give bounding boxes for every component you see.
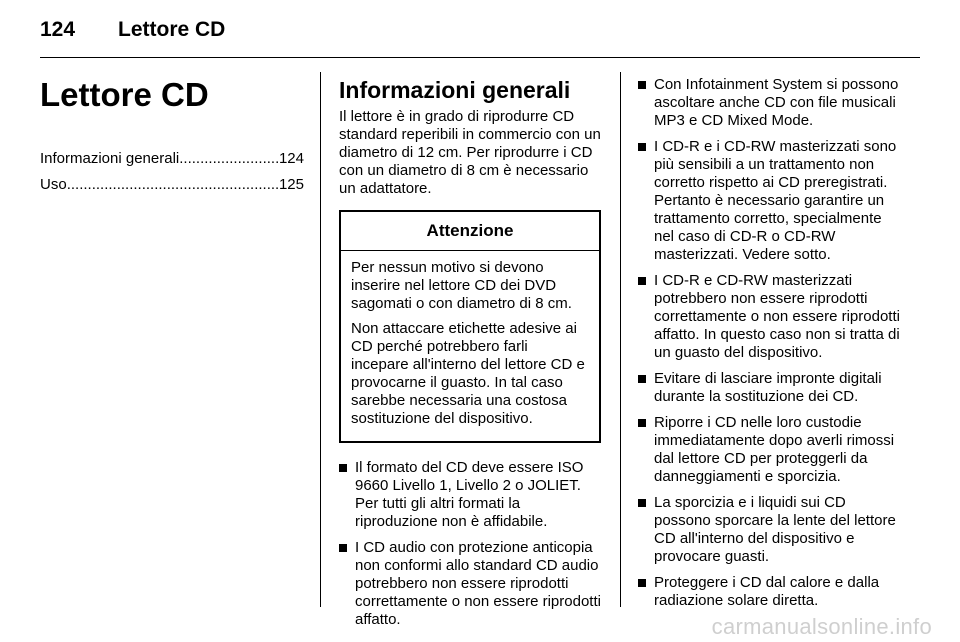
list-item-text: La sporcizia e i liquidi sui CD possono sporcare la lente del lettore CD all'interno del dispositivo e provocare guasti. bbox=[654, 494, 896, 565]
list-item-text: Riporre i CD nelle loro custodie immediatamente dopo averli rimossi dal lettore CD per proteggerli da danneggiamenti e sporcizia. bbox=[654, 414, 895, 485]
list-item bbox=[638, 272, 904, 362]
toc-leader bbox=[179, 148, 279, 170]
bullet-square-icon bbox=[339, 544, 347, 552]
attention-title: Attenzione bbox=[341, 212, 599, 251]
list-item-text: Il formato del CD deve essere ISO 9660 Livello 1, Livello 2 o JOLIET. Per tutti gli altri formati la riproduzione non è affidabile. bbox=[355, 459, 584, 530]
bullet-square-icon bbox=[638, 81, 646, 89]
list-item-text: I CD-R e i CD-RW masterizzati sono più sensibili a un trattamento non corretto rispetto ai CD preregistrati. Pertanto è necessario garantire un trattamento corretto, specialmente nel caso di CD-R o CD-RW masterizzati. Vedere sotto. bbox=[654, 138, 897, 263]
list-item bbox=[638, 138, 904, 264]
attention-box bbox=[339, 210, 601, 443]
toc-label: Uso bbox=[40, 176, 67, 193]
bullet-square-icon bbox=[339, 464, 347, 472]
chapter-title: Lettore CD bbox=[40, 76, 209, 113]
bullet-square-icon bbox=[638, 499, 646, 507]
column-divider-right bbox=[620, 72, 621, 607]
watermark: carmanualsonline.info bbox=[711, 614, 932, 639]
bullet-square-icon bbox=[638, 277, 646, 285]
column-divider-left bbox=[320, 72, 321, 607]
page-number: 124 bbox=[40, 18, 76, 41]
list-item bbox=[339, 539, 605, 629]
attention-paragraph: Per nessun motivo si devono inserire nel lettore CD dei DVD sagomati o con diametro di 8 cm. bbox=[351, 259, 572, 312]
list-item-text: Proteggere i CD dal calore e dalla radiazione solare diretta. bbox=[654, 574, 880, 609]
list-item bbox=[339, 459, 605, 531]
bullet-square-icon bbox=[638, 419, 646, 427]
page-header bbox=[40, 18, 225, 48]
list-item-text: Con Infotainment System si possono ascoltare anche CD con file musicali MP3 e CD Mixed Mode. bbox=[654, 76, 899, 129]
list-item bbox=[638, 574, 904, 610]
bullet-square-icon bbox=[638, 143, 646, 151]
list-item bbox=[638, 76, 904, 130]
toc-entry-uso[interactable] bbox=[40, 174, 304, 196]
attention-paragraph: Non attaccare etichette adesive ai CD perché potrebbero farli incepare all'interno del lettore CD e provocarne il guasto. In tal caso sarebbe necessaria una costosa sostituzione del dispositivo. bbox=[351, 320, 585, 427]
bullet-list bbox=[638, 76, 904, 610]
list-item-text: I CD-R e CD-RW masterizzati potrebbero non essere riprodotti correttamente o non essere riprodotti affatto. In questo caso non si tratta di un guasto del dispositivo. bbox=[654, 272, 900, 361]
attention-body bbox=[341, 251, 599, 441]
bullet-square-icon bbox=[638, 579, 646, 587]
toc-leader bbox=[67, 174, 279, 196]
header-rule bbox=[40, 57, 920, 58]
section-title: Informazioni generali bbox=[339, 77, 571, 103]
column-general-info bbox=[339, 76, 605, 637]
toc-page: 124 bbox=[278, 150, 304, 167]
column-bullets bbox=[638, 76, 904, 618]
bullet-list bbox=[339, 459, 605, 629]
running-title: Lettore CD bbox=[118, 18, 226, 41]
toc-page: 125 bbox=[278, 176, 304, 193]
toc-label: Informazioni generali bbox=[40, 150, 180, 167]
list-item bbox=[638, 494, 904, 566]
list-item-text: Evitare di lasciare impronte digitali durante la sostituzione dei CD. bbox=[654, 370, 882, 405]
bullet-square-icon bbox=[638, 375, 646, 383]
intro-paragraph: Il lettore è in grado di riprodurre CD standard reperibili in commercio con un diametro di 12 cm. Per riprodurre i CD con un diametro di 8 cm è necessario un adattatore. bbox=[339, 108, 601, 197]
list-item-text: I CD audio con protezione anticopia non conformi allo standard CD audio potrebbero non essere riprodotti correttamente o non essere riprodotti affatto. bbox=[355, 539, 601, 628]
list-item bbox=[638, 370, 904, 406]
toc-entry-informazioni[interactable] bbox=[40, 148, 304, 170]
list-item bbox=[638, 414, 904, 486]
column-toc bbox=[40, 76, 304, 200]
